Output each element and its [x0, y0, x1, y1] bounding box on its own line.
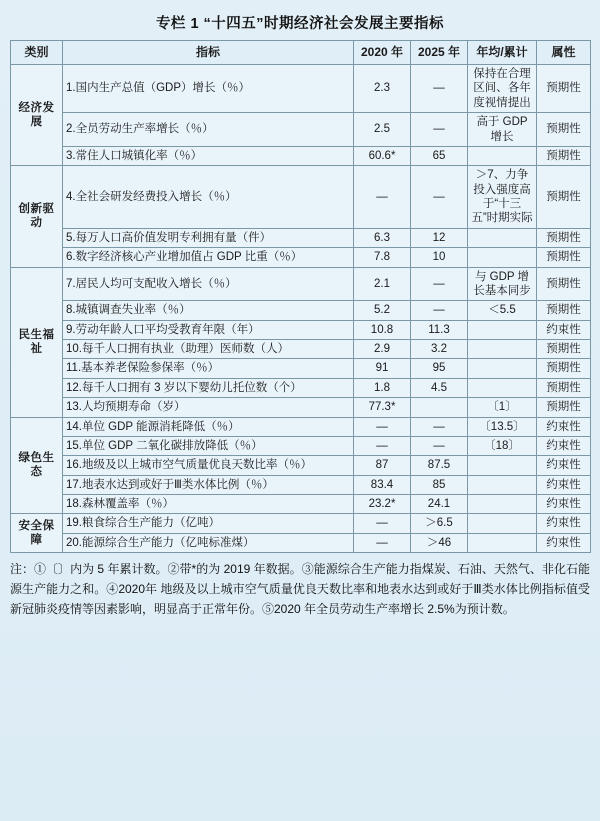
attribute-cell: 预期性 — [537, 301, 591, 320]
value-2025: ＞46 — [411, 533, 468, 552]
attribute-cell: 预期性 — [537, 398, 591, 417]
value-2020: 2.9 — [354, 340, 411, 359]
value-2020: 1.8 — [354, 378, 411, 397]
value-2020: 6.3 — [354, 228, 411, 247]
indicator-cell: 3.常住人口城镇化率（％） — [63, 146, 354, 165]
cumulative-cell: 〔18〕 — [468, 436, 537, 455]
value-2020: — — [354, 514, 411, 533]
attribute-cell: 约束性 — [537, 436, 591, 455]
table-row — [11, 417, 591, 436]
page-title: 专栏 1 “十四五”时期经济社会发展主要指标 — [155, 16, 445, 32]
indicator-cell: 9.劳动年龄人口平均受教育年限（年） — [63, 320, 354, 339]
value-2020: 77.3* — [354, 398, 411, 417]
table-notes: 注：①〔〕内为 5 年累计数。②带*的为 2019 年数据。③能源综合生产能力指煤炭、石油、天然气、非化石能源生产能力之和。④2020年 地级及以上城市空气质量优良天数比率和地表水达到或好于Ⅲ类水体比例指标值受新冠肺炎疫情等因素影响，明显高于正常年份。⑤2020 年全员劳动生产率增长 2.5%为预计数。 — [10, 562, 590, 616]
value-2025: 24.1 — [411, 495, 468, 514]
cumulative-cell — [468, 456, 537, 475]
cumulative-cell — [468, 320, 537, 339]
table-body — [11, 65, 591, 553]
category-cell-economy: 经济发展 — [11, 65, 63, 166]
table-row — [11, 359, 591, 378]
value-2025: 87.5 — [411, 456, 468, 475]
value-2025: — — [411, 267, 468, 301]
table-row — [11, 398, 591, 417]
value-2020: 7.8 — [354, 248, 411, 267]
table-header — [11, 41, 591, 65]
table-row — [11, 456, 591, 475]
value-2025: 65 — [411, 146, 468, 165]
table-row — [11, 533, 591, 552]
indicators-table — [10, 40, 591, 553]
cumulative-cell: 与 GDP 增长基本同步 — [468, 267, 537, 301]
value-2020: 2.1 — [354, 267, 411, 301]
attribute-cell: 约束性 — [537, 495, 591, 514]
value-2025: — — [411, 301, 468, 320]
value-2025: 4.5 — [411, 378, 468, 397]
table-row — [11, 475, 591, 494]
column-header-attribute: 属性 — [537, 41, 591, 65]
category-cell-green: 绿色生态 — [11, 417, 63, 514]
table-row — [11, 267, 591, 301]
table-row — [11, 340, 591, 359]
attribute-cell: 预期性 — [537, 113, 591, 147]
cumulative-cell — [468, 359, 537, 378]
value-2020: 23.2* — [354, 495, 411, 514]
table-row — [11, 146, 591, 165]
attribute-cell: 约束性 — [537, 320, 591, 339]
table-header-row — [11, 41, 591, 65]
indicator-cell: 13.人均预期寿命（岁） — [63, 398, 354, 417]
attribute-cell: 预期性 — [537, 146, 591, 165]
attribute-cell: 约束性 — [537, 533, 591, 552]
indicator-cell: 7.居民人均可支配收入增长（％） — [63, 267, 354, 301]
column-header-category: 类别 — [11, 41, 63, 65]
cumulative-cell — [468, 475, 537, 494]
value-2025: — — [411, 65, 468, 113]
value-2020: — — [354, 436, 411, 455]
value-2025: ＞6.5 — [411, 514, 468, 533]
attribute-cell: 预期性 — [537, 248, 591, 267]
value-2020: — — [354, 166, 411, 229]
column-header-2025: 2025 年 — [411, 41, 468, 65]
attribute-cell: 预期性 — [537, 228, 591, 247]
value-2020: 83.4 — [354, 475, 411, 494]
cumulative-cell: ＜5.5 — [468, 301, 537, 320]
indicator-cell: 6.数字经济核心产业增加值占 GDP 比重（％） — [63, 248, 354, 267]
attribute-cell: 预期性 — [537, 267, 591, 301]
category-cell-innovation: 创新驱动 — [11, 166, 63, 267]
table-row — [11, 495, 591, 514]
indicator-cell: 5.每万人口高价值发明专利拥有量（件） — [63, 228, 354, 247]
cumulative-cell — [468, 495, 537, 514]
indicator-cell: 10.每千人口拥有执业（助理）医师数（人） — [63, 340, 354, 359]
indicator-cell: 14.单位 GDP 能源消耗降低（％） — [63, 417, 354, 436]
value-2025: 12 — [411, 228, 468, 247]
value-2020: 87 — [354, 456, 411, 475]
table-row — [11, 514, 591, 533]
table-row — [11, 436, 591, 455]
value-2020: 60.6* — [354, 146, 411, 165]
indicator-cell: 11.基本养老保险参保率（％） — [63, 359, 354, 378]
column-header-cumulative: 年均/累计 — [468, 41, 537, 65]
value-2025: — — [411, 166, 468, 229]
cumulative-cell: 高于 GDP 增长 — [468, 113, 537, 147]
table-row — [11, 320, 591, 339]
cumulative-cell — [468, 340, 537, 359]
value-2020: — — [354, 533, 411, 552]
column-header-indicator: 指标 — [63, 41, 354, 65]
indicator-cell: 20.能源综合生产能力（亿吨标准煤） — [63, 533, 354, 552]
cumulative-cell — [468, 533, 537, 552]
table-row — [11, 166, 591, 229]
cumulative-cell: 保持在合理区间、各年度视情提出 — [468, 65, 537, 113]
cumulative-cell — [468, 228, 537, 247]
cumulative-cell — [468, 514, 537, 533]
attribute-cell: 预期性 — [537, 166, 591, 229]
table-row — [11, 248, 591, 267]
indicator-cell: 4.全社会研发经费投入增长（％） — [63, 166, 354, 229]
indicator-cell: 18.森林覆盖率（％） — [63, 495, 354, 514]
cumulative-cell: 〔1〕 — [468, 398, 537, 417]
cumulative-cell — [468, 378, 537, 397]
indicator-cell: 12.每千人口拥有 3 岁以下婴幼儿托位数（个） — [63, 378, 354, 397]
attribute-cell: 预期性 — [537, 65, 591, 113]
indicator-cell: 17.地表水达到或好于Ⅲ类水体比例（％） — [63, 475, 354, 494]
table-row — [11, 228, 591, 247]
indicator-cell: 8.城镇调查失业率（％） — [63, 301, 354, 320]
attribute-cell: 约束性 — [537, 514, 591, 533]
value-2020: 2.3 — [354, 65, 411, 113]
category-cell-security: 安全保障 — [11, 514, 63, 553]
cumulative-cell — [468, 146, 537, 165]
value-2025: — — [411, 113, 468, 147]
value-2025: 3.2 — [411, 340, 468, 359]
attribute-cell: 预期性 — [537, 359, 591, 378]
cumulative-cell — [468, 248, 537, 267]
table-row — [11, 301, 591, 320]
table-row — [11, 113, 591, 147]
value-2025: — — [411, 417, 468, 436]
column-header-2020: 2020 年 — [354, 41, 411, 65]
attribute-cell: 约束性 — [537, 417, 591, 436]
value-2020: — — [354, 417, 411, 436]
cumulative-cell: 〔13.5〕 — [468, 417, 537, 436]
attribute-cell: 预期性 — [537, 340, 591, 359]
value-2020: 5.2 — [354, 301, 411, 320]
value-2025: 95 — [411, 359, 468, 378]
value-2025: 85 — [411, 475, 468, 494]
value-2020: 2.5 — [354, 113, 411, 147]
indicator-cell: 2.全员劳动生产率增长（％） — [63, 113, 354, 147]
value-2025 — [411, 398, 468, 417]
table-row — [11, 378, 591, 397]
attribute-cell: 预期性 — [537, 378, 591, 397]
table-row — [11, 65, 591, 113]
attribute-cell: 约束性 — [537, 456, 591, 475]
attribute-cell: 约束性 — [537, 475, 591, 494]
value-2025: — — [411, 436, 468, 455]
category-cell-livelihood: 民生福祉 — [11, 267, 63, 417]
cumulative-cell: ＞7、力争投入强度高于“十三五”时期实际 — [468, 166, 537, 229]
indicator-cell: 15.单位 GDP 二氧化碳排放降低（％） — [63, 436, 354, 455]
value-2020: 91 — [354, 359, 411, 378]
value-2020: 10.8 — [354, 320, 411, 339]
value-2025: 10 — [411, 248, 468, 267]
indicator-cell: 16.地级及以上城市空气质量优良天数比率（％） — [63, 456, 354, 475]
indicator-cell: 19.粮食综合生产能力（亿吨） — [63, 514, 354, 533]
value-2025: 11.3 — [411, 320, 468, 339]
indicator-cell: 1.国内生产总值（GDP）增长（％） — [63, 65, 354, 113]
